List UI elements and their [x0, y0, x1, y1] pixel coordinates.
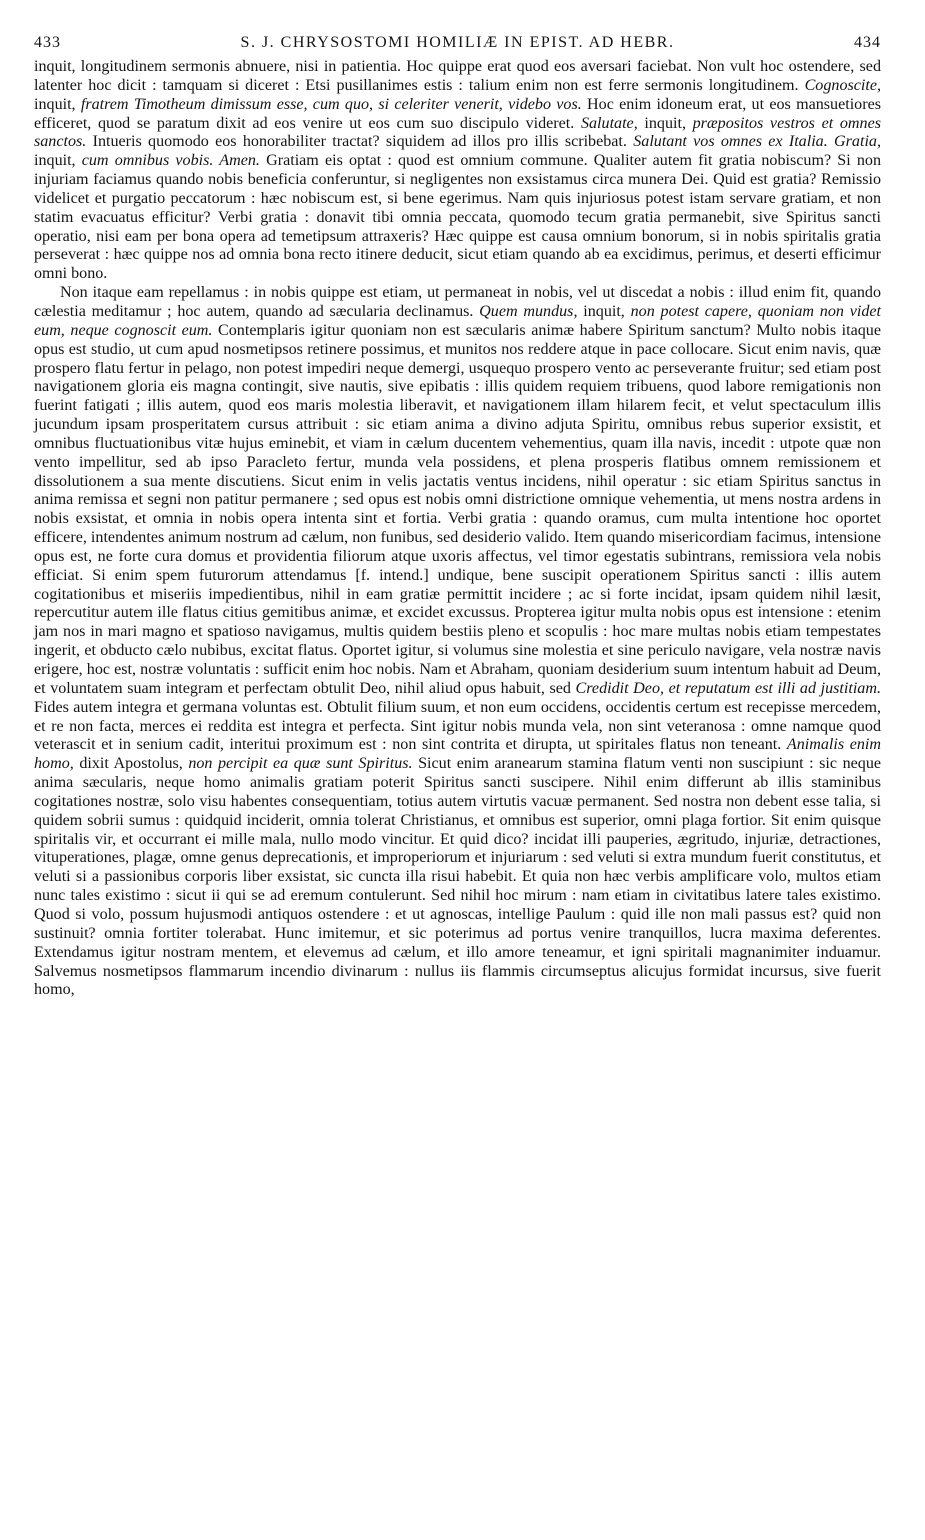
italic-run: Gratia,: [834, 133, 881, 151]
text-run: Gratiam eis optat : quod est omnium commune. Qualiter autem fit gratia nobiscum? Si non injuriam faciamus quando nobis beneficia conferuntur, si negligentes non exsistamus circa munera Dei. Quid est gratia? Remissio videlicet et purgatio peccatorum : hæc nobiscum est, si bene egerimus. Nam quis injuriosus potest istam servare gratiam, et non statim evacuatus efficitur? Verbi gratia : donavit tibi omnia peccata, quomodo tecum gratia permanebit, sive Spiritus sancti operatio, nisi eam per bona opera ad temetipsum attraxeris? Hæc quippe est causa omnium bonorum, si in nobis spiritalis gratia perseverat : hæc quippe nos ad omnia bona recto itinere deducit, sicut etiam quando ab ea excidimus, perimus, et deserti efficimur omni bono.: [34, 152, 881, 283]
page-number-right: 434: [854, 34, 881, 51]
paragraph: [34, 58, 881, 284]
italic-run: Salutate,: [580, 114, 638, 132]
text-run: inquit,: [637, 114, 693, 132]
text-run: inquit,: [34, 152, 82, 170]
text-run: Fides autem integra et germana voluntas est. Obtulit filium suum, et non eum occidens, occidentis certum est recepisse mercedem, et re non facta, merces ei reddita est integra et perfecta. Sint igitur nobis munda vela, non sint veteranosa : omne namque quod veterascit et in senium cadit, interitui proximum est : non sint contrita et dirupta, ut spiritales flatus non teneant.: [34, 698, 881, 754]
running-title: S. J. CHRYSOSTOMI HOMILIÆ IN EPIST. AD HEBR.: [240, 34, 675, 51]
text-run: Contemplaris igitur quoniam non est sæcularis animæ habere Spiritum sanctum? Multo nobis itaque opus est studio, ut cum apud nosmetipsos retinere possimus, et munitos nos reddere atque in pace collocare. Sicut enim navis, quæ prospero flatu fertur in pelago, non potest impediri neque demergi, usquequo prospero vento ac perseverante fruitur; sed etiam post navigationem gloria eis magna contingit, sive nautis, sive epibatis : illis quidem requiem tribuens, quod labore remigationis non fuerint fatigati ; illis autem, quod eos maris molestia liberavit, et navigationem illam hilarem fecit, et velut spectaculum illis jucundum ipsam prosperitatem cursus attribuit : sic etiam anima a divino adjuta Spiritu, omnibus rebus superior exsistit, et omnibus fluctuationibus vitæ hujus eminebit, et viam in cælum ducentem vehementius, quam illa navis, incedit : utpote quæ non vento impellitur, sed ab ipso Paracleto fertur, munda vela possidens, et plena prosperis flatibus omnem remissionem et dissolutionem a sua mente discutiens. Sicut enim in velis jactatis ventus incidens, nihil operatur : sic etiam Spiritus sanctus in anima remissa et segni non patitur permanere ; sed opus est nobis omni districtione omnique vehementia, ut mens nostra ardens in nobis exsistat, et omnia in nobis opera intenta sint et fortia. Verbi gratia : quando oramus, cum multa intentione hoc oportet efficere, intendentes animum nostrum ad cælum, non funibus, sed desiderio valido. Item quando misericordiam facimus, intensione opus est, ne forte cura domus et providentia filiorum atque uxoris affectus, vel timor egestatis subintrans, remissiora vela nobis efficiat. Si enim spem futurorum attendamus [f. intend.] undique, bene suscipit operationem Spiritus sancti : illis autem cogitationibus et miseriis impedientibus, nihil in eam gratiæ permittit incidere ; ac si forte incidat, ipsam quidem nihil læsit, repercutitur autem ille flatus citius gemitibus animæ, et excidet excussus. Propterea igitur multa nobis opus est intensione : etenim jam nos in mari magno et spatioso navigamus, multis quidem bestiis pleno et scopulis : hoc mare multas nobis etiam tempestates ingerit, et obducto cælo nubibus, excitat flatus. Oportet igitur, si volumus sine molestia et sine periculo navigare, vela nostræ navis erigere, hoc est, nostræ voluntatis : sufficit enim hoc nobis. Nam et Abraham, quoniam desiderium suum intentum habuit ad Deum, et voluntatem suam integram et perfectam obtulit Deo, nihil aliud opus habuit, sed: [34, 321, 882, 697]
paragraph: [34, 284, 881, 1000]
body-text: [34, 58, 881, 1000]
italic-run: Salutant vos omnes ex Italia.: [633, 133, 828, 151]
text-run: Hoc enim idoneum erat, ut eos mansuetiores efficeret, quod se paratum dixit ad eos venire ut eos cum suo discipulo videret.: [34, 95, 881, 132]
italic-run: præpositos vestros et omnes sanctos.: [34, 114, 881, 151]
text-run: Non itaque eam repellamus : in nobis quippe est etiam, ut permaneat in nobis, vel ut discedat a nobis : illud enim fit, quando cælestia meditamur ; hoc autem, quando ad sæcularia declinamus.: [34, 284, 881, 320]
italic-run: cum omnibus vobis. Amen.: [81, 152, 260, 170]
italic-run: non potest capere, quoniam non videt eum, neque cognoscit eum.: [34, 302, 881, 339]
italic-run: Credidit Deo, et reputatum est illi ad justitiam.: [575, 679, 881, 697]
italic-run: non percipit ea quæ sunt Spiritus.: [188, 755, 413, 773]
running-head: [34, 34, 881, 58]
text-run: Intueris quomodo eos honorabiliter tractat? siquidem ad illos pro illis scribebat.: [86, 133, 634, 151]
text-run: inquit,: [577, 302, 631, 320]
text-run: inquit, longitudinem sermonis abnuere, nisi in patientia. Hoc quippe erat quod eos aversari faciebat. Non vult hoc ostendere, sed latenter hoc dicit : tamquam si diceret : Etsi pusillanimes estis : talium enim non est ferre sermonis longitudinem.: [34, 58, 881, 94]
text-run: dixit Apostolus,: [73, 755, 189, 773]
italic-run: fratrem Timotheum dimissum esse, cum quo, si celeriter venerit, videbo vos.: [80, 95, 582, 113]
page-number-left: 433: [34, 34, 61, 51]
italic-run: Quem mundus,: [479, 302, 578, 320]
text-run: Sicut enim aranearum stamina flatum venti non suscipiunt : sic neque anima sæcularis, neque homo animalis gratiam poterit Spiritus sancti suscipere. Nihil enim differunt ab illis staminibus cogitationes nostræ, solo visu habentes consequentiam, totius autem virtutis vacuæ permanent. Sed nostra non debent esse talia, si quidem sobrii sumus : quidquid inciderit, omnia tolerat Christianus, et omnibus est superior, omni plaga fortior. Sit enim quisque spiritalis vir, et occurrant ei mille mala, nullo modo vincitur. Et quid dico? incidat illi pauperies, ægritudo, injuriæ, detractiones, vituperationes, plagæ, omne genus deprecationis, et improperiorum et injuriarum : sed veluti si extra mundum fuerit constitutus, et veluti si a passionibus corporis liber exsistat, sic cuncta illa risui habebit. Et quia non hæc verbis amplificare volo, multos etiam nunc tales existimo : sicut ii qui se ad eremum contulerunt. Sed nihil hoc mirum : nam etiam in civitatibus latere tales existimo. Quod si volo, possum hujusmodi antiquos ostendere : et ut agnoscas, intellige Paulum : quid ille non mali passus est? quid non sustinuit? omnia fortiter tolerabat. Hunc imitemur, et sic poterimus ad portus venire tranquillos, lucra maxima deferentes. Extendamus igitur nostram mentem, et elevemus ad cælum, et illo amore teneamur, et igni spiritali magnanimiter induamur. Salvemus nosmetipsos flammarum incendio divinarum : nullus iis flammis circumseptus alicujus formidat incursus, sive fuerit homo,: [34, 755, 882, 999]
italic-run: Cognoscite,: [804, 76, 881, 94]
text-run: inquit,: [34, 95, 81, 113]
italic-run: Animalis enim homo,: [34, 736, 881, 773]
